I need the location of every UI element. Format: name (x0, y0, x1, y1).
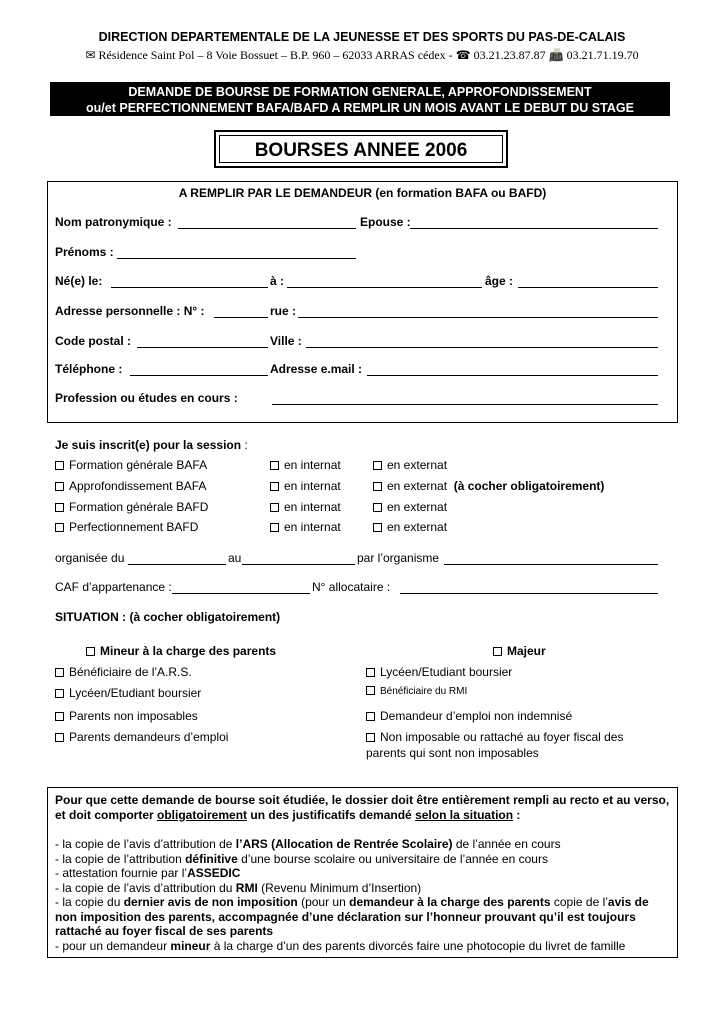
checkbox[interactable] (270, 461, 279, 470)
birthdate-label: Né(e) le: (55, 274, 103, 288)
externat-option[interactable] (373, 458, 447, 472)
banner-line-2: ou/et PERFECTIONNEMENT BAFA/BAFD A REMPLIR UN MOIS AVANT LE DEBUT DU STAGE (86, 101, 634, 115)
notice-item: - la copie de l’attribution définitive d’une bourse scolaire ou universitaire de l’année en cours (55, 851, 548, 866)
session-label: Formation générale BAFD (69, 500, 209, 514)
situation-label: Bénéficiaire de l’A.R.S. (69, 665, 192, 679)
situation-label: Parents non imposables (69, 709, 198, 723)
address-number-field[interactable] (214, 317, 268, 318)
checkbox[interactable] (55, 689, 64, 698)
checkbox[interactable] (55, 733, 64, 742)
mandatory-note: (à cocher obligatoirement) (453, 479, 605, 493)
internat-label: en internat (284, 500, 341, 514)
notice-list (55, 837, 671, 953)
situation-label: Lycéen/Etudiant boursier (380, 665, 513, 679)
email-field[interactable] (367, 375, 658, 376)
situation-right-4-cont: parents qui sont non imposables (366, 746, 539, 760)
situation-label: Parents demandeurs d’emploi (69, 730, 229, 744)
session-label: Formation générale BAFA (69, 458, 208, 472)
situation-right-1[interactable] (366, 665, 512, 679)
checkbox[interactable] (493, 647, 502, 656)
checkbox[interactable] (373, 482, 382, 491)
session-row-4[interactable] (55, 520, 198, 534)
organisme-field[interactable] (444, 564, 658, 565)
checkbox[interactable] (366, 686, 375, 695)
birthdate-field[interactable] (111, 287, 268, 288)
externat-label: en externat (387, 458, 448, 472)
situation-left-1[interactable] (55, 665, 192, 679)
checkbox[interactable] (55, 712, 64, 721)
street-field[interactable] (298, 317, 658, 318)
notice-item: - la copie de l’avis d’attribution de l’ARS (Allocation de Rentrée Scolaire) de l’année en cours (55, 837, 561, 851)
allocataire-label: N° allocataire : (312, 580, 391, 594)
session-label: Approfondissement BAFA (69, 479, 207, 493)
situation-label: Lycéen/Etudiant boursier (69, 686, 202, 700)
city-field[interactable] (306, 347, 658, 348)
session-heading: Je suis inscrit(e) pour la session (55, 438, 242, 452)
mineur-option[interactable] (86, 644, 276, 658)
phone-label: Téléphone : (55, 362, 123, 376)
page-title: BOURSES ANNEE 2006 (219, 135, 503, 163)
age-label: âge : (485, 274, 514, 288)
allocataire-field[interactable] (400, 593, 658, 594)
nom-field[interactable] (178, 228, 356, 229)
session-colon: : (241, 438, 248, 452)
birthplace-field[interactable] (287, 287, 482, 288)
internat-label: en internat (284, 479, 341, 493)
notice-item: - la copie de l’avis d’attribution du RMI (Revenu Minimum d’Insertion) (55, 880, 422, 895)
checkbox[interactable] (373, 523, 382, 532)
age-field[interactable] (518, 287, 658, 288)
caf-field[interactable] (172, 593, 310, 594)
session-row-1[interactable] (55, 458, 207, 472)
externat-label: en externat (387, 500, 448, 514)
address-number-label: Adresse personnelle : N° : (55, 304, 205, 318)
epouse-label: Epouse : (360, 215, 411, 229)
city-label: Ville : (270, 334, 302, 348)
checkbox[interactable] (270, 482, 279, 491)
organisme-label: par l’organisme (357, 551, 440, 565)
notice-intro-text: un des justificatifs demandé (247, 807, 416, 822)
notice-intro (55, 793, 671, 822)
notice-intro-text: Pour que cette demande de bourse soit étudiée, le dossier doit être entièrement rempli au recto et au verso, et doit comporter (55, 793, 670, 822)
postcode-label: Code postal : (55, 334, 132, 348)
situation-label: Demandeur d’emploi non indemnisé (380, 709, 573, 723)
banner-line-1: DEMANDE DE BOURSE DE FORMATION GENERALE, APPROFONDISSEMENT (128, 85, 592, 99)
header-address: Résidence Saint Pol – 8 Voie Bossuet – B.P. 960 – 62033 ARRAS cédex - (98, 48, 453, 62)
checkbox[interactable] (270, 503, 279, 512)
internat-option[interactable] (270, 458, 341, 472)
situation-right-2[interactable] (366, 686, 467, 697)
date-to-field[interactable] (242, 564, 355, 565)
notice-intro-emph: selon la situation (415, 807, 514, 822)
notice-item: - pour un demandeur mineur à la charge d’un des parents divorcés faire une photocopie du livret de famille (55, 938, 626, 953)
checkbox[interactable] (366, 712, 375, 721)
situation-heading: SITUATION (55, 610, 119, 624)
notice-intro-emph: obligatoirement (157, 807, 248, 822)
internat-label: en internat (284, 520, 341, 534)
postcode-field[interactable] (137, 347, 268, 348)
mail-icon: ✉ (85, 48, 96, 62)
situation-right-3[interactable] (366, 709, 572, 723)
majeur-option[interactable] (493, 644, 546, 658)
profession-label: Profession ou études en cours : (55, 391, 238, 405)
majeur-label: Majeur (507, 644, 546, 658)
birthplace-label: à : (270, 274, 285, 288)
epouse-field[interactable] (410, 228, 658, 229)
nom-label: Nom patronymique : (55, 215, 172, 229)
header-phone: 03.21.23.87.87 (473, 48, 546, 62)
checkbox[interactable] (366, 733, 375, 742)
applicant-heading: A REMPLIR PAR LE DEMANDEUR (en formation BAFA ou BAFD) (178, 186, 547, 200)
email-label: Adresse e.mail : (270, 362, 363, 376)
situation-left-3[interactable] (55, 709, 198, 723)
header-fax: 03.21.71.19.70 (566, 48, 639, 62)
situation-label: Bénéficiaire du RMI (380, 686, 468, 697)
dates-to-label: au (228, 551, 242, 565)
dates-from-label: organisée du (55, 551, 125, 565)
caf-label: CAF d’appartenance : (55, 580, 172, 594)
checkbox[interactable] (373, 503, 382, 512)
externat-option[interactable] (373, 520, 447, 534)
externat-label: en externat (387, 520, 448, 534)
checkbox[interactable] (55, 523, 64, 532)
header-title: DIRECTION DEPARTEMENTALE DE LA JEUNESSE ET DES SPORTS DU PAS-DE-CALAIS (98, 30, 626, 44)
header-address-line (0, 48, 724, 63)
internat-option[interactable] (270, 479, 341, 493)
situation-left-4[interactable] (55, 730, 228, 744)
situation-left-2[interactable] (55, 686, 201, 700)
internat-option[interactable] (270, 500, 341, 514)
notice-item: - la copie du dernier avis de non imposition (pour un demandeur à la charge des parents copie de l’avis de non imposition des parents, accompagnée d’une déclaration sur l’honneur prouvant qu’il est toujours rattaché au foyer fiscal de ses parents (55, 895, 649, 938)
situation-note: : (à cocher obligatoirement) (118, 610, 281, 624)
checkbox[interactable] (55, 503, 64, 512)
request-banner (50, 82, 670, 116)
fax-icon: 📠 (548, 48, 564, 62)
notice-intro-text: : (513, 807, 521, 822)
prenoms-label: Prénoms : (55, 245, 114, 259)
prenoms-field[interactable] (117, 258, 356, 259)
internat-option[interactable] (270, 520, 341, 534)
street-label: rue : (270, 304, 297, 318)
situation-label: Non imposable ou rattaché au foyer fiscal des (380, 730, 624, 744)
checkbox[interactable] (55, 668, 64, 677)
situation-right-4[interactable] (366, 730, 623, 744)
session-heading-line (55, 438, 248, 452)
session-row-3[interactable] (55, 500, 208, 514)
checkbox[interactable] (55, 461, 64, 470)
title-box (214, 130, 508, 168)
checkbox[interactable] (86, 647, 95, 656)
checkbox[interactable] (55, 482, 64, 491)
notice-item: - attestation fournie par l’ASSEDIC (55, 866, 241, 880)
internat-label: en internat (284, 458, 341, 472)
checkbox[interactable] (373, 461, 382, 470)
checkbox[interactable] (270, 523, 279, 532)
externat-option[interactable] (373, 479, 604, 493)
session-label: Perfectionnement BAFD (69, 520, 199, 534)
date-from-field[interactable] (128, 564, 226, 565)
mineur-label: Mineur à la charge des parents (100, 644, 277, 658)
phone-field[interactable] (130, 375, 268, 376)
externat-label: en externat (387, 479, 448, 493)
externat-option[interactable] (373, 500, 447, 514)
profession-field[interactable] (272, 404, 658, 405)
session-row-2[interactable] (55, 479, 206, 493)
situation-heading-line (55, 610, 280, 624)
checkbox[interactable] (366, 668, 375, 677)
phone-icon: ☎ (455, 48, 471, 62)
